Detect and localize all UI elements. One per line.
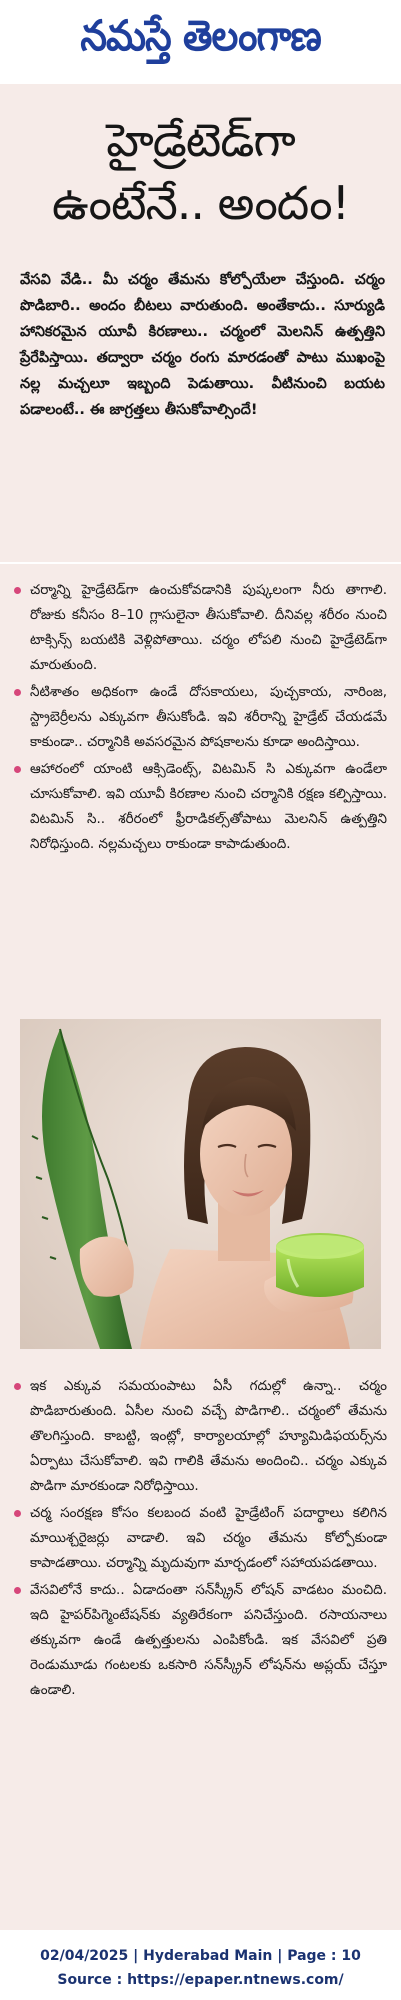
tip-text: వేసవిలోనే కాదు.. ఏడాదంతా సన్‌స్క్రీన్ లోషన్ వాడటం మంచిది. ఇది హైపర్‌పిగ్మెంటేషన్‌కు వ్యతిరేకంగా పనిచేస్తుంది. రసాయనాలు తక్కువగా ఉండే ఉత్పత్తులను ఎంపికోండి. ఇక వేసవిలో ప్రతి రెండుమూడు గంటలకు ఒకసారి సన్‌స్క్రీన్ లోషన్‌ను అప్లయ్ చేస్తూ ఉండాలి. [30,1582,387,1698]
tip-text: చర్మ సంరక్షణ కోసం కలబంద వంటి హైడ్రేటింగ్ పదార్థాలు కలిగిన మాయిశ్చరైజర్లు వాడాలి. ఇవి చర్మం తేమను కోల్పోకుండా కాపాడతాయి. చర్మాన్ని మృదువుగా మార్చడంలో సహాయపడతాయి. [30,1505,387,1571]
tips-list-bottom [0,1374,401,1705]
source-link[interactable]: Source : https://epaper.ntnews.com/ [57,1972,344,1988]
tip-item [0,1501,401,1576]
tip-item [0,1578,401,1703]
article [0,84,401,1930]
bullet-icon [14,1510,21,1517]
bullet-icon [14,766,21,773]
headline-line-2: ఉంటేనే.. అందం! [51,176,350,230]
bullet-icon [14,689,21,696]
edition-info: 02/04/2025 | Hyderabad Main | Page : 10 [40,1948,361,1964]
tip-item [0,680,401,755]
tip-text: ఆహారంలో యాంటి ఆక్సిడెంట్స్, విటమిన్ సి ఎక్కువగా ఉండేలా చూసుకోవాలి. ఇవి యూవీ కిరణాల నుంచి చర్మానికి రక్షణ కల్పిస్తాయి. విటమిన్ సి.. శరీరంలో ఫ్రీరాడికల్స్‌తోపాటు మెలనిన్ ఉత్పత్తిని నిరోధిస్తుంది. నల్లమచ్చలు రాకుండా కాపాడుతుంది. [30,761,387,852]
page-footer [0,1930,401,2000]
tip-text: నీటిశాతం అధికంగా ఉండే దోసకాయలు, పుచ్చకాయ, నారింజ, స్ట్రాబెర్రీలను ఎక్కువగా తీసుకోండి. ఇవి శరీరాన్ని హైడ్రేట్ చేయడమే కాకుండా.. చర్మానికి అవసరమైన పోషకాలను కూడా అందిస్తాయి. [30,684,387,750]
article-intro: వేసవి వేడి.. మీ చర్మం తేమను కోల్పోయేలా చేస్తుంది. చర్మం పొడిబారి.. అందం బీటలు వారుతుంది. అంతేకాదు.. సూర్యుడి హానికరమైన యూవీ కిరణాలు.. చర్మంలో మెలనిన్ ఉత్పత్తిని ప్రేరేపిస్తాయి. తద్వారా చర్మం రంగు మారడంతో పాటు ముఖంపై నల్ల మచ్చలూ ఇబ్బంది పెడుతాయి. వీటినుంచి బయట పడాలంటే.. ఈ జాగ్రత్తలు తీసుకోవాల్సిందే! [20,272,385,418]
woman-with-aloe-image [20,1019,381,1349]
section-divider [0,562,401,564]
headline-line-1: హైడ్రేటెడ్‌గా [106,113,295,167]
tip-item [0,757,401,857]
newspaper-title: నమస్తే తెలంగాణ [80,11,321,60]
bullet-icon [14,1383,21,1390]
bullet-icon [14,1587,21,1594]
tip-text: చర్మాన్ని హైడ్రేటెడ్‌గా ఉంచుకోవడానికి పుష్కలంగా నీరు తాగాలి. రోజుకు కనీసం 8–10 గ్లాసులైనా తీసుకోవాలి. దీనివల్ల శరీరం నుంచి టాక్సిన్స్ బయటికి వెళ్లిపోతాయి. చర్మం లోపలి నుంచి హైడ్రేటెడ్‌గా మారుతుంది. [30,582,387,673]
tips-list-top [0,578,401,859]
bullet-icon [14,587,21,594]
tip-text: ఇక ఎక్కువ సమయంపాటు ఏసీ గదుల్లో ఉన్నా.. చర్మం పొడిబారుతుంది. ఏసీల నుంచి వచ్చే పొడిగాలి.. చర్మంలో తేమను తొలగిస్తుంది. కాబట్టి, ఇంట్లో, కార్యాలయాల్లో హ్యూమిడిఫయర్స్‌ను ఏర్పాటు చేసుకోవాలి. ఇవి గాలికి తేమను అందించి.. చర్మం ఎక్కువ పొడిగా మారకుండా నిరోధిస్తాయి. [30,1378,387,1494]
tip-item [0,1374,401,1499]
masthead [0,0,401,72]
article-photo [20,1019,381,1349]
tip-item [0,578,401,678]
